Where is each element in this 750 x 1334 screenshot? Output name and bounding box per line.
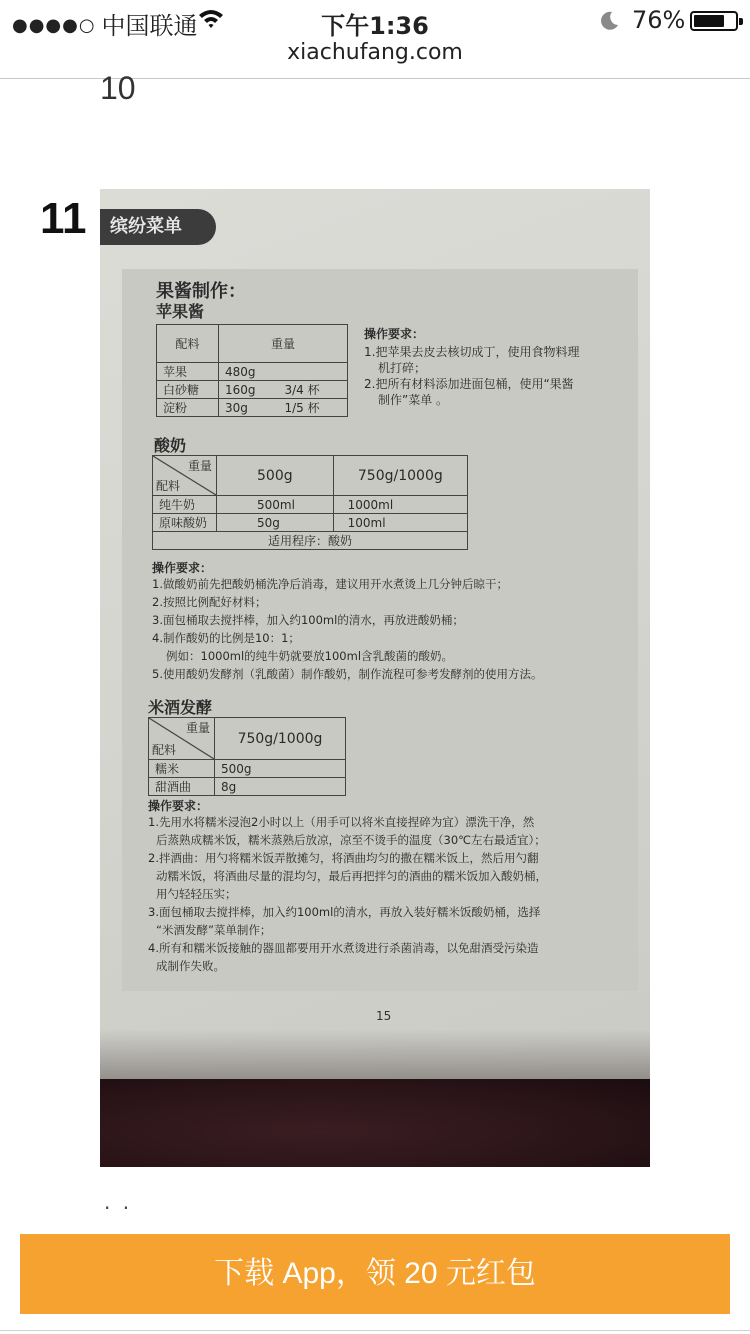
status-bar <box>0 0 750 40</box>
rice-wine-instructions-title: 操作要求： <box>148 799 209 813</box>
step-number: 11 <box>40 194 87 243</box>
table-row: 苹果 480g <box>157 363 348 381</box>
table-header: 750g/1000g <box>215 718 346 760</box>
program-label: 适用程序：酸奶 <box>153 532 468 550</box>
jam-title: 果酱制作： <box>156 281 246 302</box>
table-row: 淀粉 30g 1/5 杯 <box>157 399 348 417</box>
step-number-prev: 10 <box>100 70 136 106</box>
table-row: 白砂糖 160g 3/4 杯 <box>157 381 348 399</box>
tablecloth-background <box>100 1079 650 1167</box>
signal-strength: ●●●●○ <box>12 15 96 36</box>
rice-wine-table <box>148 717 346 796</box>
step-photo[interactable] <box>100 189 650 1167</box>
yogurt-instructions-title: 操作要求： <box>152 561 213 575</box>
table-header: 配料 <box>157 325 219 363</box>
battery-icon <box>690 11 738 31</box>
table-header: 重量 <box>219 325 348 363</box>
manual-page-number: 15 <box>376 1009 392 1023</box>
table-row: 糯米 500g <box>149 760 346 778</box>
carrier-name: 中国联通 <box>101 12 198 40</box>
moon-icon <box>598 10 620 32</box>
yogurt-table <box>152 455 468 550</box>
jam-table <box>156 324 348 417</box>
battery-percent: 76% <box>632 6 686 34</box>
section-badge: 缤纷菜单 <box>100 209 216 245</box>
jam-subtitle: 苹果酱 <box>156 302 205 321</box>
status-time: 下午1:36 <box>321 12 429 40</box>
manual-content: 果酱制作： 苹果酱 配料 重量 苹果 480g 白砂糖 160g 3/4 杯 淀粉 30g 1/5 杯 操作要求： 1.把苹果去皮去核切成丁，使用食物料理 机打碎； 2.把所有材料添加进面包桶，使用“果酱 制作”菜单 。 酸奶 重量 配料 500g 750g/1000g 纯牛奶 500ml 1000ml 原味酸奶 50g 100ml 适用程序：酸奶 操作要求： 1.做酸奶前先把酸奶桶洗净后消毒，建议用开水煮烫上几分钟后晾干； 2.按照比例配好材料； 3.面包桶取去搅拌棒，加入约100ml的清水，再放进酸奶桶； 4.制作酸奶的比例是10：1； 例如：1000ml的纯牛奶就要放100ml含乳酸菌的酸奶。 5.使用酸奶发酵剂（乳酸菌）制作酸奶，制作流程可参考发酵剂的使用方法。 米酒发酵 重量 配料 750g/1000g 糯米 500g 甜酒曲 8g 操作要求： 1.先用水将糯米浸泡2小时以上（用手可以将米直接捏碎为宜）漂洗干净，然 后蒸熟成糯米饭，糯米蒸熟后放凉，凉至不烫手的温度（30℃左右最适宜）； 2.拌酒曲：用勺将糯米饭弄散摊匀，将酒曲均匀的撒在糯米饭上，然后用勺翻 动糯米饭，将酒曲尽量的混均匀，最后再把拌匀的酒曲的糯米饭加入酸奶桶， 用勺轻轻压实； 3.面包桶取去搅拌棒，加入约100ml的清水，再放入装好糯米饭酸奶桶，选择 “米酒发酵”菜单制作； 4.所有和糯米饭接触的器皿都要用开水煮烫进行杀菌消毒，以免甜酒受污染造 成制作失败。 <box>122 269 638 991</box>
battery-fill <box>694 15 724 27</box>
jam-instructions-title: 操作要求： <box>364 327 425 341</box>
table-row: 原味酸奶 50g 100ml <box>153 514 468 532</box>
table-row: 纯牛奶 500ml 1000ml <box>153 496 468 514</box>
more-indicator: · · <box>104 1196 133 1220</box>
download-app-button[interactable]: 下载 App，领 20 元红包 <box>20 1234 730 1314</box>
table-header: 500g <box>217 456 334 496</box>
yogurt-title: 酸奶 <box>154 436 187 455</box>
url-bar[interactable]: xiachufang.com <box>287 40 463 65</box>
rice-wine-title: 米酒发酵 <box>148 698 213 717</box>
table-header: 750g/1000g <box>333 456 467 496</box>
table-row: 甜酒曲 8g <box>149 778 346 796</box>
table-header: 重量 配料 <box>153 456 217 496</box>
bottom-divider <box>0 1330 750 1331</box>
table-header: 重量 配料 <box>149 718 215 760</box>
